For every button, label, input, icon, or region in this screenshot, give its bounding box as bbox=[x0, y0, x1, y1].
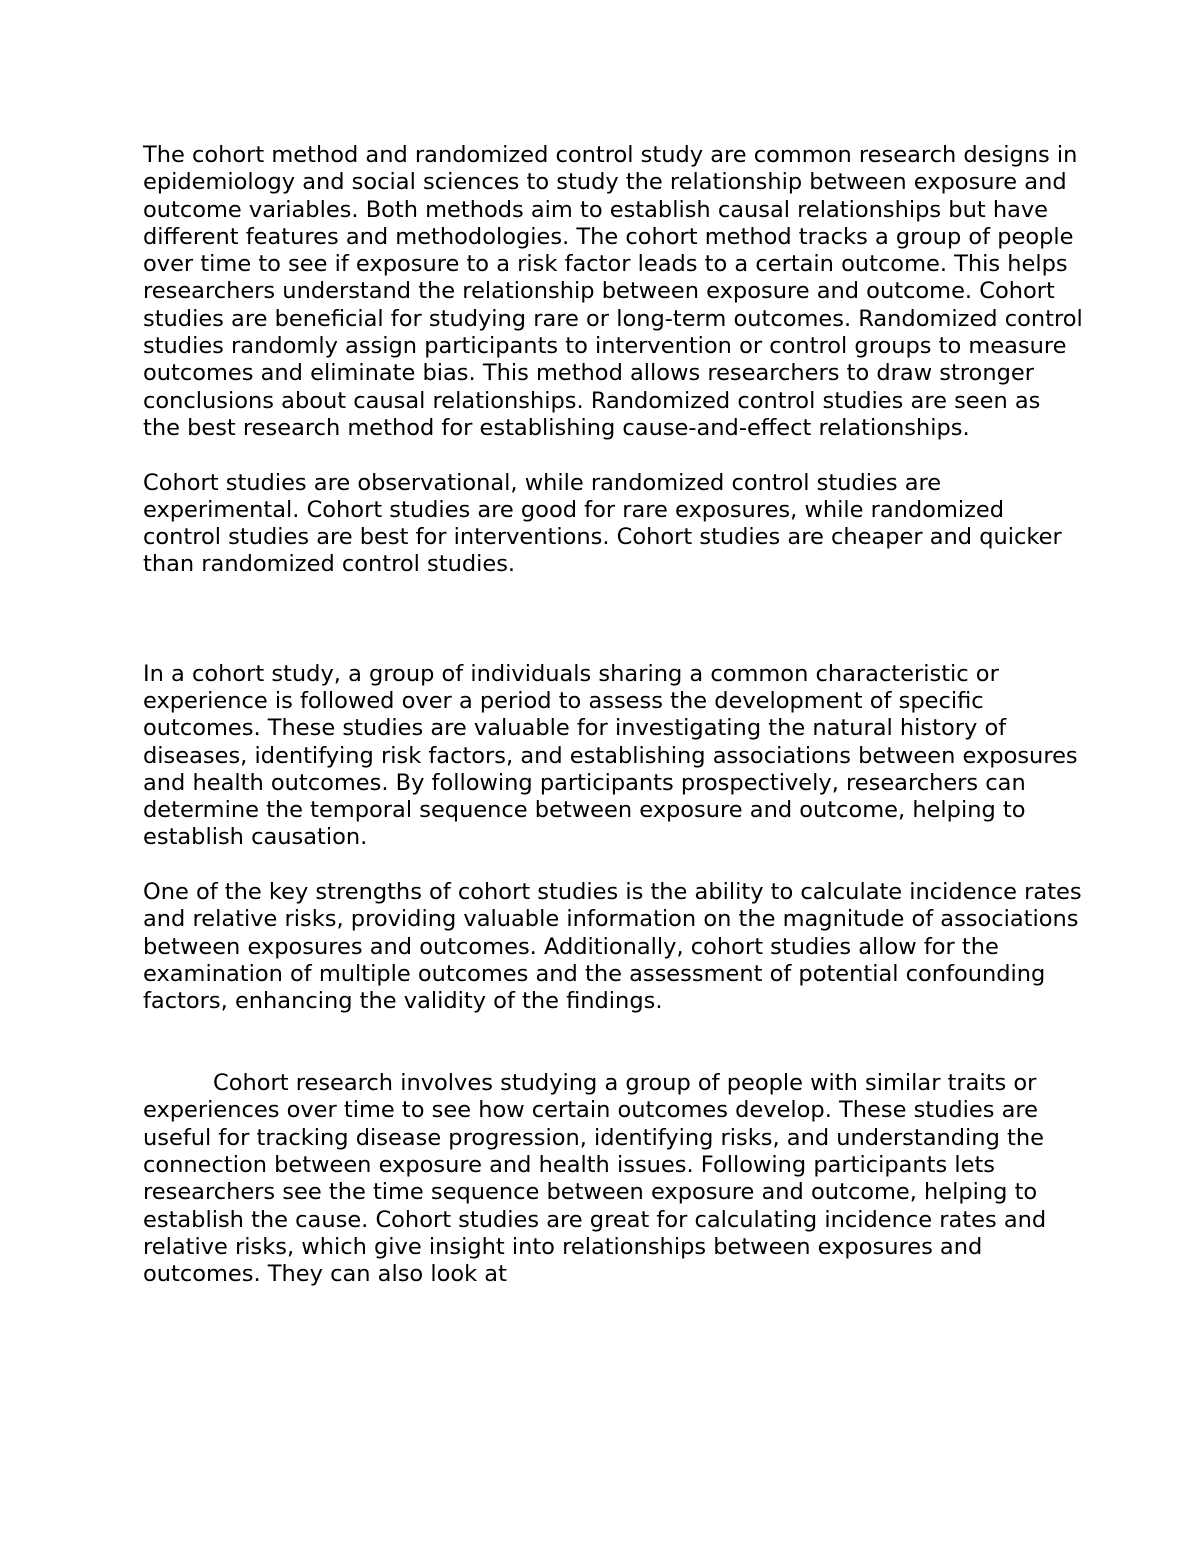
paragraph-3: In a cohort study, a group of individuals sharing a common characteristic or experience is followed over a period to assess the development of specific outcomes. These studies are valuable for investigating the natural history of diseases, identifying risk factors, and establishing associations between exposures and health outcomes. By following participants prospectively, researchers can determine the temporal sequence between exposure and outcome, helping to establish causation. bbox=[143, 660, 1078, 851]
paragraph-4: One of the key strengths of cohort studies is the ability to calculate incidence rates and relative risks, providing valuable information on the magnitude of associations between exposures and outcomes. Additionally, cohort studies allow for the examination of multiple outcomes and the assessment of potential confounding factors, enhancing the validity of the findings. bbox=[143, 879, 1082, 1015]
paragraph-spacer bbox=[143, 442, 1083, 469]
paragraph-2: Cohort studies are observational, while randomized control studies are experimental. Cohort studies are good for rare exposures, while randomized control studies are best for interventions. Cohort studies are cheaper and quicker than randomized control studies. bbox=[143, 469, 1062, 578]
paragraph-spacer bbox=[143, 852, 1083, 879]
paragraph-spacer bbox=[143, 579, 1083, 661]
paragraph-1: The cohort method and randomized control study are common research designs in epidemiology and social sciences to study the relationship between exposure and outcome variables. Both methods aim to establish causal relationships but have different features and methodologies. The cohort method tracks a group of people over time to see if exposure to a risk factor leads to a certain outcome. This helps researchers understand the relationship between exposure and outcome. Cohort studies are beneficial for studying rare or long-term outcomes. Randomized control studies randomly assign participants to intervention or control groups to measure outcomes and eliminate bias. This method allows researchers to draw stronger conclusions about causal relationships. Randomized control studies are seen as the best research method for establishing cause-and-effect relationships. bbox=[143, 142, 1083, 441]
paragraph-spacer bbox=[143, 1016, 1083, 1071]
document-body bbox=[143, 142, 1083, 1288]
paragraph-5: Cohort research involves studying a group of people with similar traits or experiences over time to see how certain outcomes develop. These studies are useful for tracking disease progression, identifying risks, and understanding the connection between exposure and health issues. Following participants lets researchers see the time sequence between exposure and outcome, helping to establish the cause. Cohort studies are great for calculating incidence rates and relative risks, which give insight into relationships between exposures and outcomes. They can also look at bbox=[143, 1070, 1047, 1288]
